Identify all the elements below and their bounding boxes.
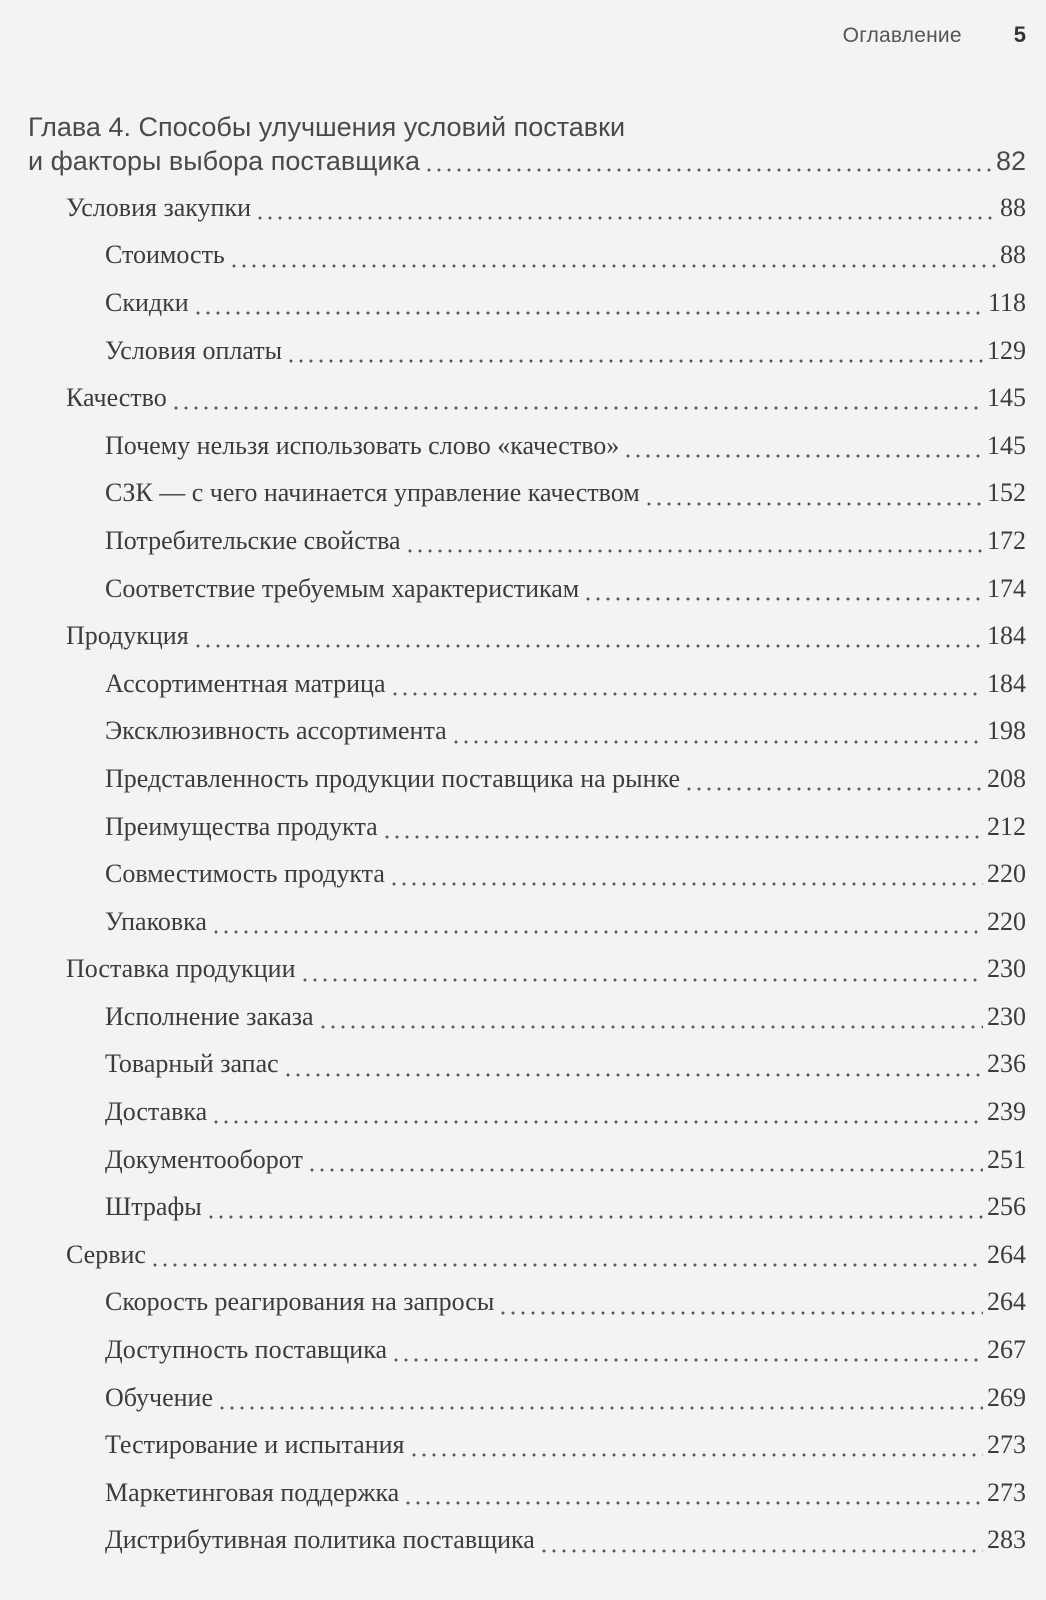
toc-entry-title: Условия закупки — [66, 192, 251, 222]
toc-entry-title: Представленность продукции поставщика на рынке — [105, 763, 681, 793]
toc-section-entry — [0, 612, 1046, 660]
toc-subsection-entry — [0, 898, 1046, 946]
toc-entry-page: 264 — [987, 1287, 1026, 1317]
toc-entry-page: 267 — [987, 1335, 1026, 1365]
toc-entry-page: 145 — [987, 430, 1026, 460]
toc-entry-page: 220 — [987, 859, 1026, 889]
toc-entry-page: 239 — [987, 1097, 1026, 1127]
toc-entry-title: Преимущества продукта — [105, 811, 378, 841]
toc-entry-title: Поставка продукции — [66, 954, 296, 984]
dot-leader — [307, 1136, 983, 1184]
chapter-title-line-2: и факторы выбора поставщика — [28, 146, 420, 176]
dot-leader — [684, 755, 983, 803]
toc-entry-page: 273 — [987, 1477, 1026, 1507]
toc-subsection-entry — [0, 422, 1046, 470]
toc-subsection-entry — [0, 1421, 1046, 1469]
toc-entry-title: Маркетинговая поддержка — [105, 1477, 400, 1507]
chapter-page-number: 82 — [995, 146, 1026, 176]
toc-entry-page: 88 — [1000, 240, 1026, 270]
toc-entry-title: Документооборот — [105, 1144, 303, 1174]
chapter-title-line-1: Глава 4. Способы улучшения условий поставки — [28, 112, 626, 142]
toc-entry-title: Продукция — [66, 621, 189, 651]
dot-leader — [150, 1231, 983, 1279]
table-of-contents — [0, 184, 1046, 1564]
toc-entry-title: Сервис — [66, 1239, 146, 1269]
toc-entry-page: 184 — [987, 621, 1026, 651]
toc-entry-page: 212 — [987, 811, 1026, 841]
toc-section-entry — [0, 946, 1046, 994]
toc-entry-page: 230 — [987, 1001, 1026, 1031]
dot-leader — [217, 1374, 983, 1422]
dot-leader — [211, 898, 983, 946]
toc-subsection-entry — [0, 517, 1046, 565]
toc-subsection-entry — [0, 470, 1046, 518]
toc-subsection-entry — [0, 1374, 1046, 1422]
toc-entry-page: 236 — [987, 1049, 1026, 1079]
dot-leader — [390, 660, 983, 708]
toc-entry-page: 251 — [987, 1144, 1026, 1174]
toc-entry-page: 273 — [987, 1430, 1026, 1460]
toc-entry-page: 269 — [987, 1382, 1026, 1412]
toc-entry-title: Потребительские свойства — [105, 525, 401, 555]
toc-entry-page: 172 — [987, 525, 1026, 555]
chapter-heading — [28, 110, 1026, 178]
toc-entry-page: 283 — [987, 1525, 1026, 1555]
toc-subsection-entry — [0, 850, 1046, 898]
dot-leader — [283, 1041, 983, 1089]
dot-leader — [229, 232, 996, 280]
toc-entry-page: 145 — [987, 383, 1026, 413]
dot-leader — [211, 1088, 983, 1136]
dot-leader — [498, 1279, 983, 1327]
toc-entry-page: 198 — [987, 716, 1026, 746]
toc-entry-title: Соответствие требуемым характеристикам — [105, 573, 580, 603]
toc-section-entry — [0, 184, 1046, 232]
toc-entry-title: Ассортиментная матрица — [105, 668, 386, 698]
toc-entry-page: 220 — [987, 906, 1026, 936]
toc-entry-title: СЗК — с чего начинается управление качеством — [105, 478, 640, 508]
dot-leader — [171, 374, 983, 422]
toc-entry-page: 174 — [987, 573, 1026, 603]
dot-leader — [583, 565, 983, 613]
toc-entry-title: Тестирование и испытания — [105, 1430, 405, 1460]
toc-entry-title: Исполнение заказа — [105, 1001, 314, 1031]
running-head-title: Оглавление — [842, 24, 962, 47]
dot-leader — [405, 517, 983, 565]
toc-entry-title: Скидки — [105, 287, 189, 317]
dot-leader — [389, 850, 983, 898]
toc-entry-title: Упаковка — [105, 906, 207, 936]
page-number: 5 — [1013, 22, 1026, 47]
toc-subsection-entry — [0, 1326, 1046, 1374]
toc-entry-title: Дистрибутивная политика поставщика — [105, 1525, 535, 1555]
dot-leader — [451, 708, 983, 756]
toc-entry-page: 230 — [987, 954, 1026, 984]
toc-entry-title: Эксклюзивность ассортимента — [105, 716, 447, 746]
toc-entry-title: Скорость реагирования на запросы — [105, 1287, 495, 1317]
toc-entry-title: Условия оплаты — [105, 335, 283, 365]
toc-subsection-entry — [0, 660, 1046, 708]
toc-subsection-entry — [0, 1517, 1046, 1565]
dot-leader — [424, 144, 992, 178]
dot-leader — [623, 422, 983, 470]
toc-entry-page: 208 — [987, 763, 1026, 793]
dot-leader — [539, 1517, 983, 1565]
dot-leader — [193, 612, 983, 660]
dot-leader — [382, 803, 983, 851]
toc-entry-title: Качество — [66, 383, 167, 413]
toc-subsection-entry — [0, 1041, 1046, 1089]
toc-entry-page: 152 — [987, 478, 1026, 508]
toc-subsection-entry — [0, 708, 1046, 756]
dot-leader — [286, 327, 983, 375]
toc-entry-title: Доставка — [105, 1097, 208, 1127]
toc-subsection-entry — [0, 279, 1046, 327]
toc-entry-title: Штрафы — [105, 1192, 202, 1222]
toc-entry-page: 256 — [987, 1192, 1026, 1222]
toc-entry-title: Доступность поставщика — [105, 1335, 387, 1365]
dot-leader — [391, 1326, 983, 1374]
toc-subsection-entry — [0, 1279, 1046, 1327]
toc-entry-title: Почему нельзя использовать слово «качество» — [105, 430, 620, 460]
toc-subsection-entry — [0, 327, 1046, 375]
toc-subsection-entry — [0, 1136, 1046, 1184]
toc-section-entry — [0, 374, 1046, 422]
toc-subsection-entry — [0, 232, 1046, 280]
dot-leader — [403, 1469, 983, 1517]
chapter-title-line-2-row — [28, 144, 1026, 178]
toc-entry-title: Обучение — [105, 1382, 213, 1412]
toc-entry-page: 184 — [987, 668, 1026, 698]
toc-entry-page: 118 — [987, 287, 1026, 317]
toc-entry-page: 264 — [987, 1239, 1026, 1269]
toc-subsection-entry — [0, 1183, 1046, 1231]
toc-entry-title: Товарный запас — [105, 1049, 279, 1079]
toc-entry-title: Стоимость — [105, 240, 225, 270]
toc-entry-page: 88 — [1000, 192, 1026, 222]
toc-subsection-entry — [0, 803, 1046, 851]
dot-leader — [206, 1183, 983, 1231]
toc-entry-title: Совместимость продукта — [105, 859, 385, 889]
dot-leader — [255, 184, 996, 232]
dot-leader — [409, 1421, 984, 1469]
toc-subsection-entry — [0, 993, 1046, 1041]
dot-leader — [318, 993, 983, 1041]
dot-leader — [193, 279, 984, 327]
toc-entry-page: 129 — [987, 335, 1026, 365]
toc-subsection-entry — [0, 1088, 1046, 1136]
running-head — [843, 22, 1026, 48]
toc-subsection-entry — [0, 755, 1046, 803]
dot-leader — [300, 946, 983, 994]
dot-leader — [644, 470, 983, 518]
toc-subsection-entry — [0, 565, 1046, 613]
toc-subsection-entry — [0, 1469, 1046, 1517]
toc-section-entry — [0, 1231, 1046, 1279]
